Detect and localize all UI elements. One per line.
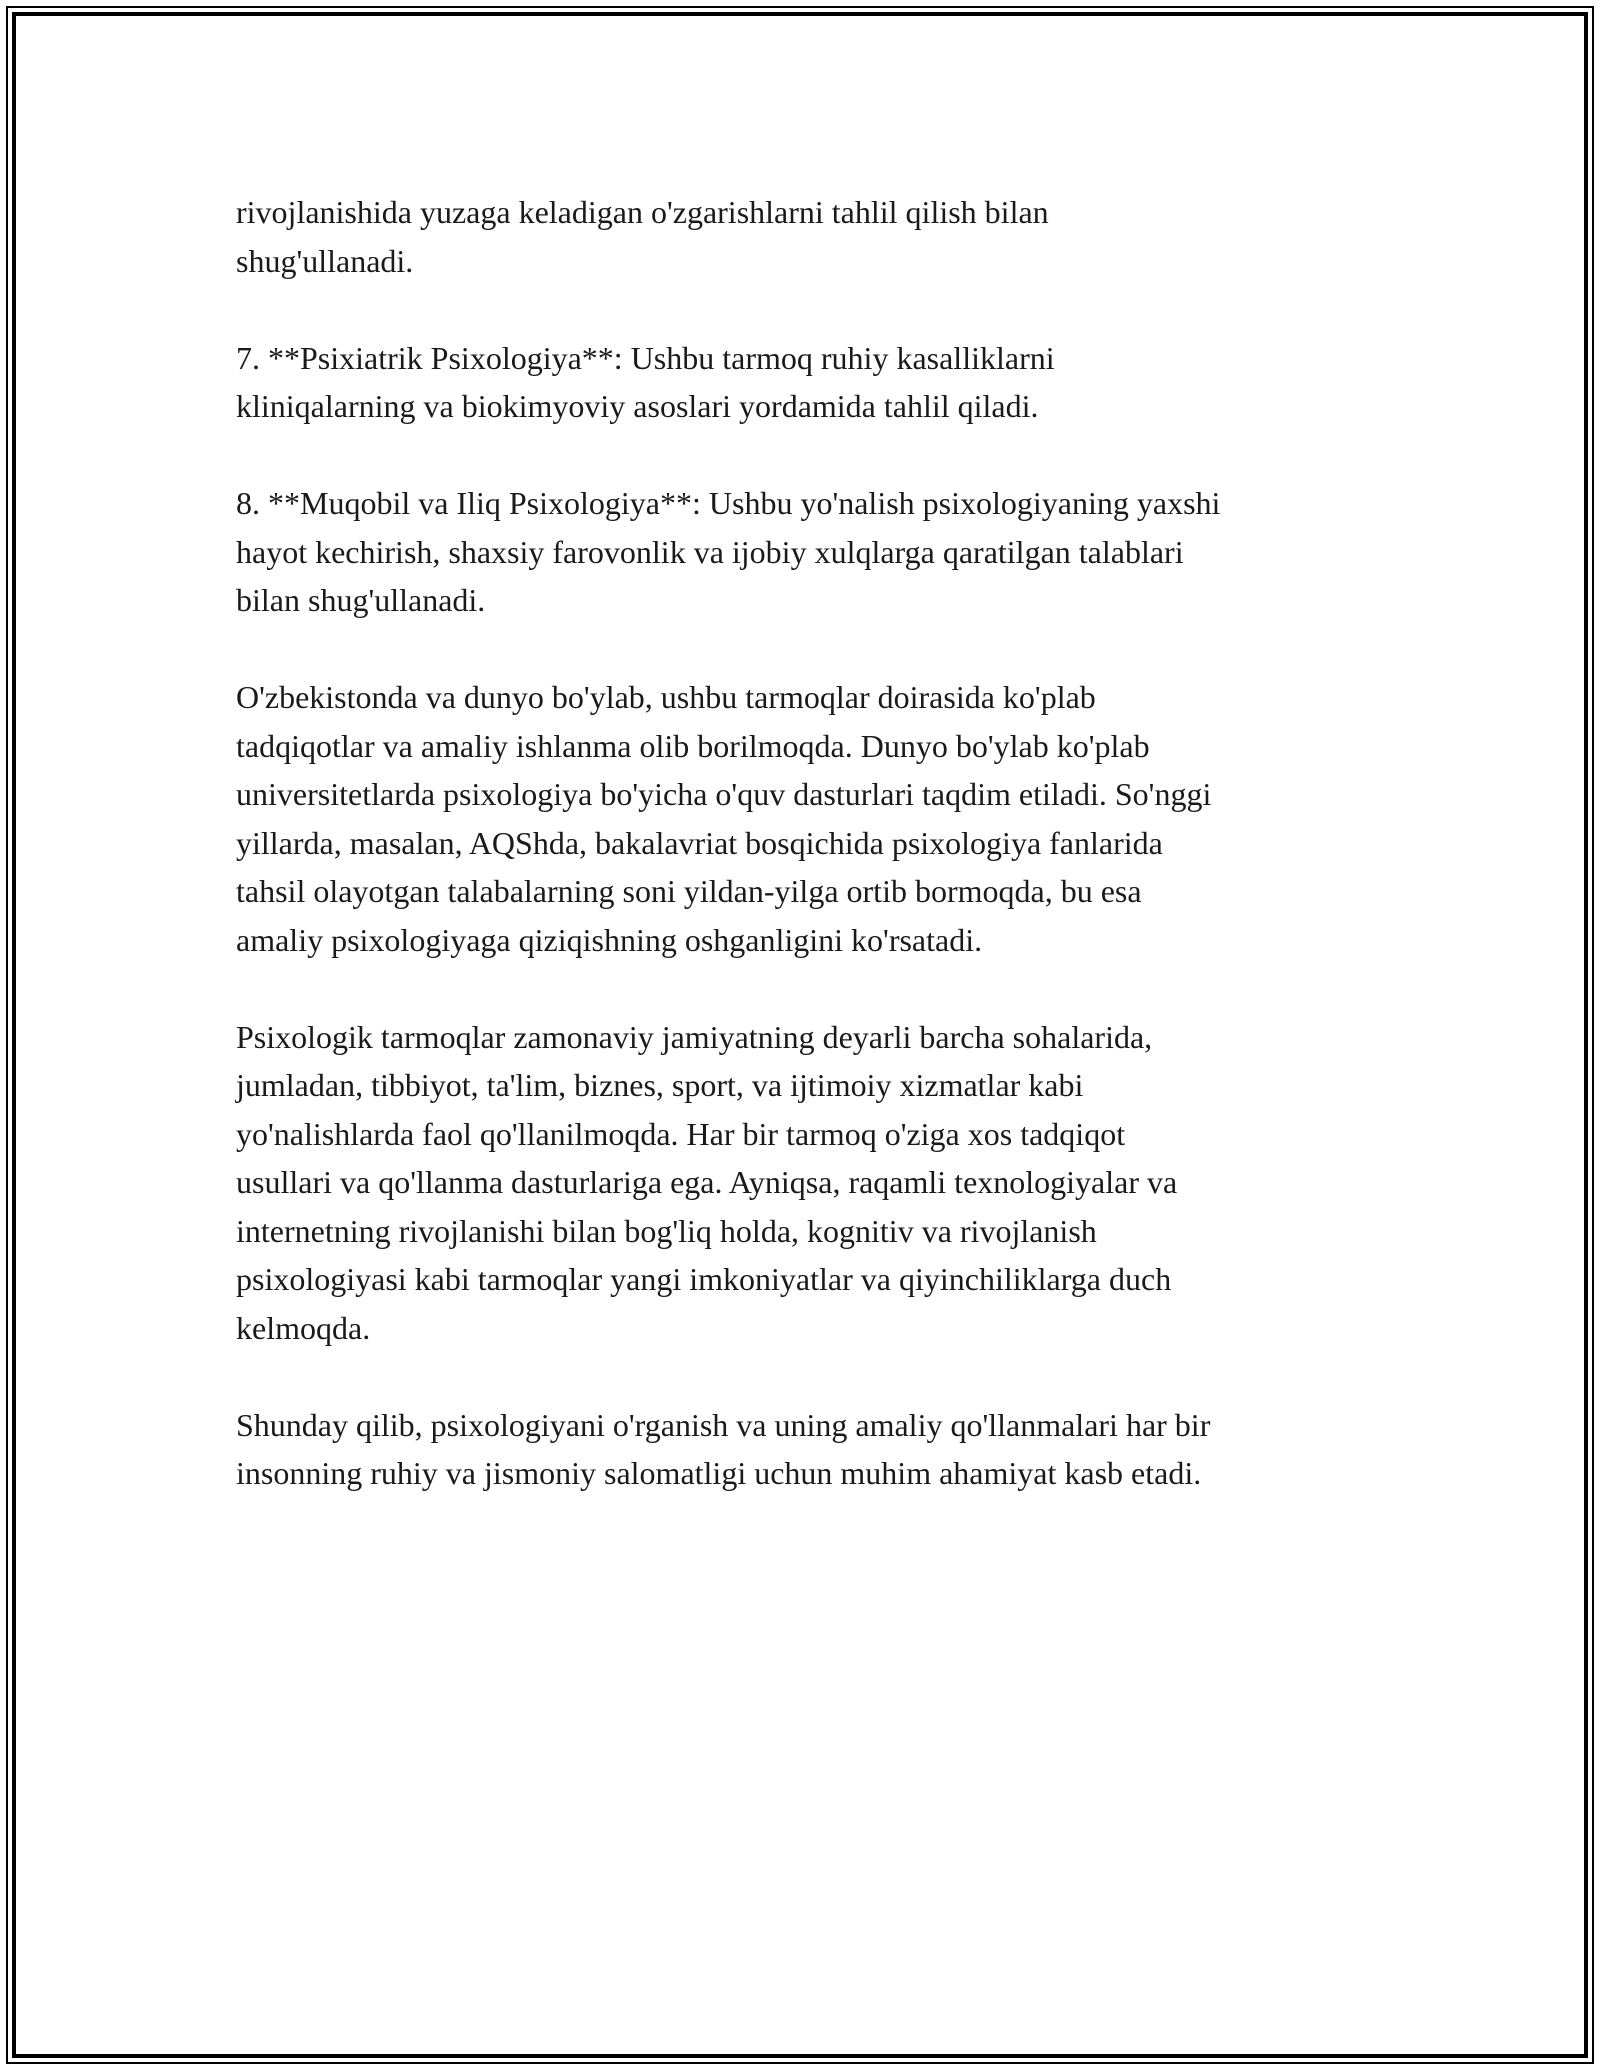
paragraph-continuation: rivojlanishida yuzaga keladigan o'zgarishlarni tahlil qilish bilan shug'ullanadi.: [236, 194, 1049, 279]
paragraph-uzbekistan-research: O'zbekistonda va dunyo bo'ylab, ushbu tarmoqlar doirasida ko'plab tadqiqotlar va amaliy ishlanma olib borilmoqda. Dunyo bo'ylab ko'plab universitetlarda psixologiya bo'yicha o'quv dasturlari taqdim etiladi. So'nggi yillarda, masalan, AQShda, bakalavriat bosqichida psixologiya fanlarida tahsil olayotgan talabalarning soni yildan-yilga ortib bormoqda, bu esa amaliy psixologiyaga qiziqishning oshganligini ko'rsatadi.: [236, 679, 1212, 958]
paragraph-applications: Psixologik tarmoqlar zamonaviy jamiyatning deyarli barcha sohalarida, jumladan, tibbiyot, ta'lim, biznes, sport, va ijtimoiy xizmatlar kabi yo'nalishlarda faol qo'llanilmoqda. Har bir tarmoq o'ziga xos tadqiqot usullari va qo'llanma dasturlariga ega. Ayniqsa, raqamli texnologiyalar va internetning rivojlanishi bilan bog'liq holda, kognitiv va rivojlanish psixologiyasi kabi tarmoqlar yangi imkoniyatlar va qiyinchiliklarga duch kelmoqda.: [236, 1018, 1178, 1346]
paragraph-conclusion: Shunday qilib, psixologiyani o'rganish va uning amaliy qo'llanmalari har bir insonning ruhiy va jismoniy salomatligi uchun muhim ahamiyat kasb etadi.: [236, 1406, 1211, 1491]
paragraph-item-7: 7. **Psixiatrik Psixologiya**: Ushbu tarmoq ruhiy kasalliklarni kliniqalarning va biokimyoviy asoslari yordamida tahlil qiladi.: [236, 339, 1055, 424]
paragraph-item-8: 8. **Muqobil va Iliq Psixologiya**: Ushbu yo'nalish psixologiyaning yaxshi hayot kechirish, shaxsiy farovonlik va ijobiy xulqlarga qaratilgan talablari bilan shug'ullanadi.: [236, 485, 1221, 618]
document-body: [236, 188, 1416, 1546]
